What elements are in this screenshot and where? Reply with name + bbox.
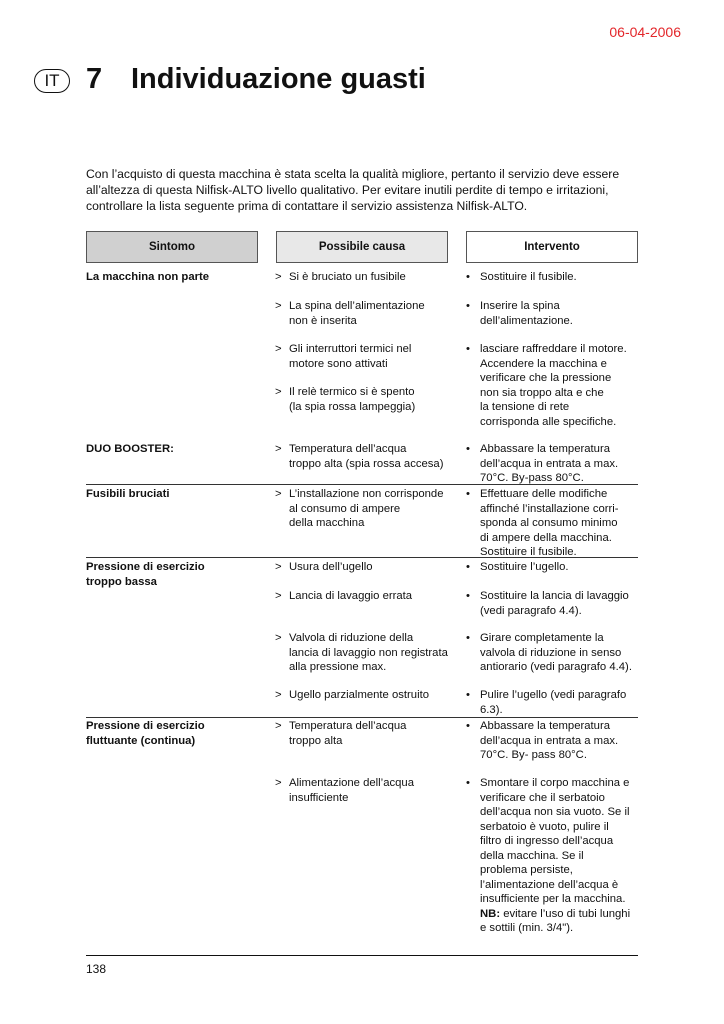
bullet-marker: • bbox=[466, 443, 470, 455]
header-cause: Possibile causa bbox=[276, 231, 448, 263]
action-cell: • Sostituire il fusibile. bbox=[466, 271, 577, 283]
cause-marker: > bbox=[275, 343, 282, 355]
bullet-marker: • bbox=[466, 720, 470, 732]
bullet-marker: • bbox=[466, 689, 470, 701]
symptom-cell: La macchina non parte bbox=[86, 271, 210, 283]
intro-line: Con l’acquisto di questa macchina è stata scelta la qualità migliore, pertanto il servizio deve essere bbox=[86, 167, 620, 181]
action-cell: • Inserire la spina dell’alimentazione. bbox=[466, 300, 573, 327]
action-cell: • Girare completamente la valvola di riduzione in senso antiorario (vedi paragrafo 4.4). bbox=[466, 632, 632, 673]
intro-paragraph bbox=[86, 166, 638, 214]
header-date: 06-04-2006 bbox=[609, 24, 681, 40]
intro-line: controllare la lista seguente prima di contattare il servizio assistenza Nilfisk-ALTO. bbox=[86, 199, 528, 213]
action-cell: • Sostituire l’ugello. bbox=[466, 561, 569, 573]
cause-cell: > Lancia di lavaggio errata bbox=[275, 590, 413, 602]
note-text: e sottili (min. 3/4"). bbox=[480, 922, 574, 934]
cause-cell: > Si è bruciato un fusibile bbox=[275, 271, 406, 283]
cause-cell: > Ugello parzialmente ostruito bbox=[275, 689, 430, 701]
cause-cell: > Temperatura dell’acqua troppo alta (spia rossa accesa) bbox=[275, 443, 444, 470]
action-cell: • Pulire l’ugello (vedi paragrafo 6.3). bbox=[466, 689, 627, 716]
cause-cell: > Usura dell’ugello bbox=[275, 561, 373, 573]
note-text: evitare l’uso di tubi lunghi bbox=[503, 907, 631, 920]
cause-marker: > bbox=[275, 443, 282, 455]
bullet-marker: • bbox=[466, 271, 470, 283]
note-label: NB: bbox=[480, 907, 501, 920]
cause-marker: > bbox=[275, 561, 282, 573]
action-cell: • Smontare il corpo macchina e verificare che il serbatoio dell’acqua non sia vuoto. Se il serbatoio è vuoto, pulire il filtro di ingresso dell’acqua della macchina. Se il problema persiste, l’alimentazione dell’acqua è insufficiente per la macchina. NB: evitare l’uso di tubi lunghi e sottili (min. 3/4"). bbox=[466, 776, 642, 936]
cause-marker: > bbox=[275, 632, 282, 644]
cause-cell: > L’installazione non corrisponde al consumo di ampere della macchina bbox=[275, 488, 444, 529]
action-cell: • Effettuare delle modifiche affinché l’installazione corri- sponda al consumo minimo di ampere della macchina. Sostituire il fusibile. bbox=[466, 488, 619, 558]
cause-marker: > bbox=[275, 689, 282, 701]
action-cell: • Abbassare la temperatura dell’acqua in entrata a max. 70°C. By-pass 80°C. bbox=[466, 443, 619, 484]
cause-marker: > bbox=[275, 386, 282, 398]
row-divider bbox=[86, 717, 638, 718]
cause-cell: > Valvola di riduzione della lancia di lavaggio non registrata alla pressione max. bbox=[275, 632, 448, 673]
action-cell: • lasciare raffreddare il motore. Accendere la macchina e verificare che la pressione non sia troppo alta e che la tensione di rete corrisponda alle specifiche. bbox=[466, 343, 627, 428]
bullet-marker: • bbox=[466, 561, 470, 573]
header-action: Intervento bbox=[466, 231, 638, 263]
bullet-marker: • bbox=[466, 590, 470, 602]
cause-marker: > bbox=[275, 720, 282, 732]
bullet-marker: • bbox=[466, 488, 470, 500]
language-badge: IT bbox=[34, 69, 70, 93]
symptom-cell: Pressione di esercizio troppo bassa bbox=[86, 561, 205, 588]
row-divider bbox=[86, 557, 638, 558]
cause-marker: > bbox=[275, 488, 282, 500]
page-number: 138 bbox=[86, 962, 107, 976]
cause-cell: > Temperatura dell’acqua troppo alta bbox=[275, 720, 407, 747]
symptom-cell: Fusibili bruciati bbox=[86, 488, 170, 500]
bullet-marker: • bbox=[466, 300, 470, 312]
bullet-marker: • bbox=[466, 632, 470, 644]
intro-line: all’altezza di questa Nilfisk-ALTO livello qualitativo. Per evitare inutili perdite di tempo e irritazioni, bbox=[86, 183, 609, 197]
cause-cell: > La spina dell’alimentazione non è inserita bbox=[275, 300, 425, 327]
cause-marker: > bbox=[275, 590, 282, 602]
chapter-number: 7 bbox=[86, 63, 103, 95]
cause-cell: > Gli interruttori termici nel motore sono attivati bbox=[275, 343, 412, 370]
cause-marker: > bbox=[275, 271, 282, 283]
cause-marker: > bbox=[275, 300, 282, 312]
bullet-marker: • bbox=[466, 343, 470, 355]
symptom-cell: DUO BOOSTER: bbox=[86, 443, 174, 455]
cause-cell: > Alimentazione dell’acqua insufficiente bbox=[275, 777, 414, 804]
footer-divider bbox=[86, 955, 638, 956]
action-cell: • Sostituire la lancia di lavaggio (vedi paragrafo 4.4). bbox=[466, 590, 629, 617]
page-title: Individuazione guasti bbox=[131, 63, 426, 95]
row-divider bbox=[86, 484, 638, 485]
header-symptom: Sintomo bbox=[86, 231, 258, 263]
symptom-cell: Pressione di esercizio fluttuante (continua) bbox=[86, 720, 205, 747]
cause-marker: > bbox=[275, 777, 282, 789]
cause-cell: > Il relè termico si è spento (la spia rossa lampeggia) bbox=[275, 386, 416, 413]
bullet-marker: • bbox=[466, 777, 470, 789]
action-cell: • Abbassare la temperatura dell’acqua in entrata a max. 70°C. By- pass 80°C. bbox=[466, 720, 619, 761]
